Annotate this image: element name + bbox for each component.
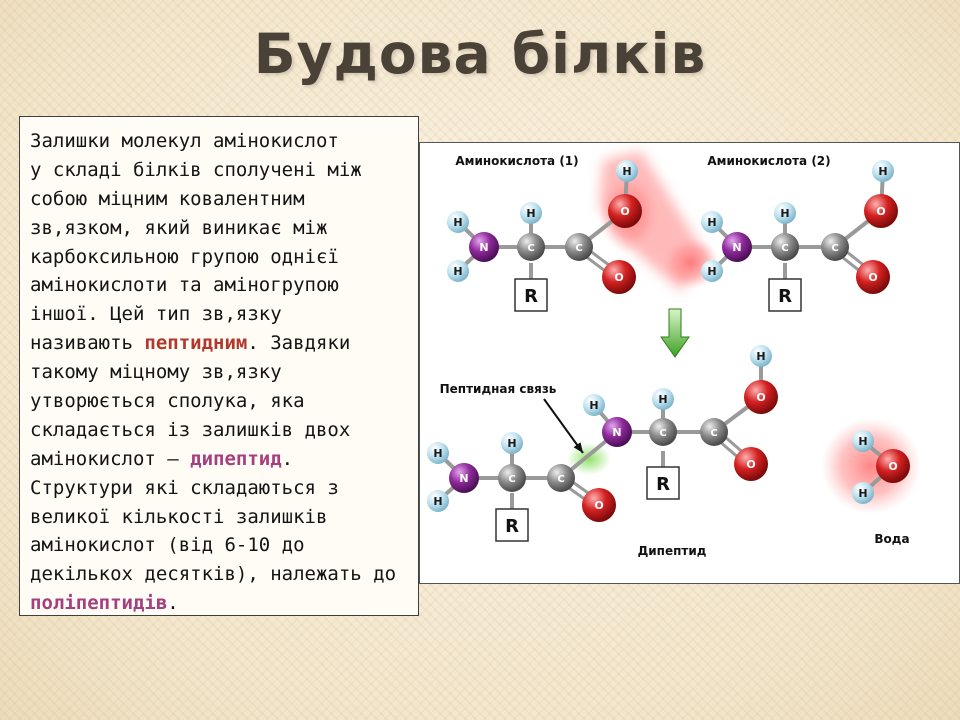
hydrogen-atom [852,482,874,504]
atom-symbol: N [732,241,742,255]
text-line: Залишки молекул амінокислот [30,130,339,152]
text-line: карбоксильною групою однієї [30,245,339,268]
atom-symbol: O [888,460,898,474]
radical-label: R [524,286,538,307]
carbon-atom [565,233,593,261]
text-fragment: амінокислот – [30,447,191,470]
hydrogen-atom [701,211,723,233]
description-text-box [19,116,419,616]
atom-symbol: O [620,205,630,219]
atom-symbol: H [658,393,668,407]
polypeptide-term: поліпептидів [30,592,168,615]
hydrogen-atom [501,432,523,454]
atom-symbol: O [868,271,878,285]
oxygen-atom [744,380,778,414]
atom-symbol: C [575,242,583,254]
text-line: у складі білків сполучені між [30,158,362,181]
atom-symbol: C [831,242,839,254]
text-fragment: . [167,592,179,615]
slide-title: Будова білків [253,22,707,86]
carbon-atom [649,418,677,446]
nitrogen-atom [449,463,479,493]
atom-symbol: H [707,265,717,279]
carbon-atom [547,464,575,492]
hydrogen-atom [616,160,638,182]
atom-symbol: C [659,427,667,439]
hydrogen-atom [520,202,542,224]
atom-symbol: O [756,391,766,405]
hydrogen-atom [447,211,469,233]
oxygen-atom [734,447,768,481]
oxygen-atom [856,260,890,294]
atom-symbol: C [781,242,789,254]
radical-label: R [656,474,670,495]
peptide-term: пептидним [144,332,248,355]
atom-symbol: H [453,216,463,230]
atom-symbol: H [433,447,443,461]
text-line: утворюється сполука, яка [30,390,305,413]
text-fragment: . Завдяки [247,332,351,355]
atom-symbol: N [459,472,469,486]
radical-label: R [778,286,792,307]
radical-label: R [505,516,519,537]
atom-symbol: H [622,165,632,179]
hydrogen-atom [652,388,674,410]
oxygen-atom [602,260,636,294]
nitrogen-atom [722,232,752,262]
text-line: іншої. Цей тип зв,язку [30,303,282,326]
amino-acid-2-label: Аминокислота (2) [707,154,831,168]
oxygen-atom [608,194,642,228]
hydrogen-atom [872,160,894,182]
text-line [30,445,408,474]
hydrogen-atom [427,490,449,512]
hydrogen-atom [447,260,469,282]
carbon-atom [517,233,545,261]
peptide-bond-diagram [419,142,960,584]
atom-symbol: H [878,165,888,179]
text-line [30,589,408,616]
reaction-arrow-icon [661,309,689,357]
text-line [30,329,408,358]
hydrogen-atom [774,202,796,224]
atom-symbol: H [858,435,868,449]
dipeptide-term: дипептид [190,447,282,470]
dipeptide-label: Дипептид [637,544,707,558]
carbon-atom [821,233,849,261]
atom-symbol: C [508,473,516,485]
atom-symbol: C [557,473,565,485]
hydrogen-atom [852,430,874,452]
text-line: амінокислот (від 6-10 до [30,534,305,557]
atom-symbol: O [594,499,604,513]
hydrogen-atom [427,442,449,464]
text-fragment: називають [30,332,145,355]
atom-symbol: O [876,205,886,219]
atom-symbol: N [612,426,622,440]
atom-symbol: O [614,271,624,285]
text-line: Структури які складаються з [30,476,339,499]
diagram-canvas [420,143,958,582]
amino-acid-1-label: Аминокислота (1) [455,154,579,168]
oxygen-atom [864,194,898,228]
oxygen-atom [582,488,616,522]
nitrogen-atom [469,232,499,262]
atom-symbol: H [756,350,766,364]
atom-symbol: C [710,427,718,439]
text-line: складається із залишків двох [30,418,351,441]
atom-symbol: H [507,437,517,451]
text-line: собою міцним ковалентним [30,187,305,210]
oxygen-atom [876,449,910,483]
text-line: амінокислоти та аміногрупою [30,274,339,297]
text-line: великої кількості залишків [30,505,328,528]
text-line: такому міцному зв,язку [30,361,282,384]
text-line: декількох десятків), належать до [30,563,397,586]
atom-symbol: H [453,265,463,279]
peptide-bond-label: Пептидная связь [439,382,557,396]
atom-symbol: N [479,241,489,255]
atom-symbol: H [589,399,599,413]
atom-symbol: H [780,207,790,221]
atom-symbol: H [433,495,443,509]
text-line: зв,язком, який виникає між [30,216,328,239]
atom-symbol: C [527,242,535,254]
carbon-atom [771,233,799,261]
hydrogen-atom [701,260,723,282]
atom-symbol: O [746,458,756,472]
nitrogen-atom [602,417,632,447]
atom-symbol: H [526,207,536,221]
carbon-atom [498,464,526,492]
atom-symbol: H [858,487,868,501]
text-fragment: . [281,447,294,470]
hydrogen-atom [750,345,772,367]
water-label: Вода [874,532,910,546]
atom-symbol: H [707,216,717,230]
carbon-atom [700,418,728,446]
hydrogen-atom [583,394,605,416]
